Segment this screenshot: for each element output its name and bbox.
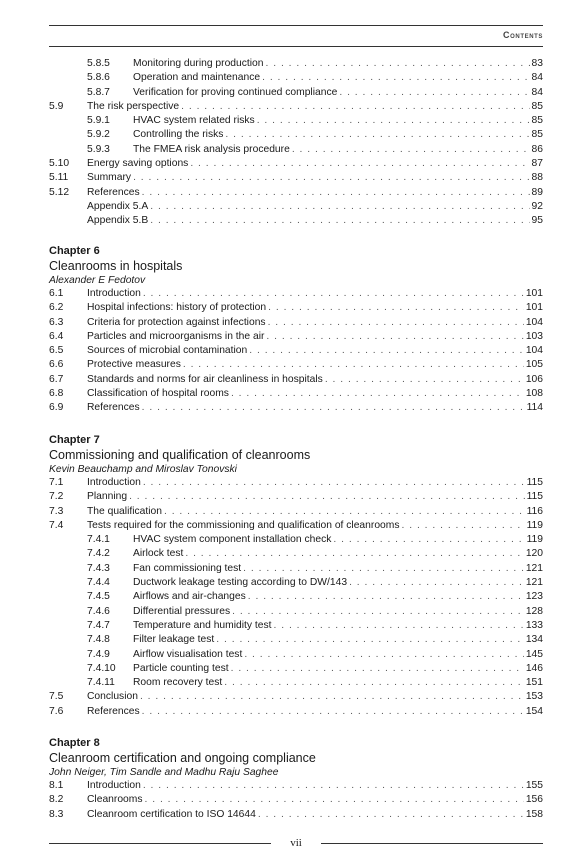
toc-entry-page: 158 (525, 808, 543, 820)
toc-entry-number: 5.8.6 (87, 72, 110, 84)
toc-entry (49, 533, 543, 547)
toc-entry (49, 186, 543, 200)
toc-entry (49, 301, 543, 315)
dot-leader (244, 648, 524, 662)
toc-entry (49, 200, 543, 214)
toc-entry-line (133, 590, 543, 604)
dot-leader (274, 619, 524, 633)
toc-entry-line (133, 57, 543, 71)
dot-leader (292, 143, 530, 157)
toc-entry-number: 6.9 (49, 402, 64, 414)
dot-leader (224, 676, 524, 690)
toc-entry-title: Cleanrooms (87, 794, 143, 806)
toc-entry-line (133, 143, 543, 157)
toc-block-chapter5-continued (49, 57, 543, 229)
dot-leader (325, 373, 524, 387)
toc-entry-number: 5.9.3 (87, 143, 110, 155)
dot-leader (145, 793, 524, 807)
toc-entry (49, 662, 543, 676)
toc-entry-title: Introduction (87, 780, 141, 791)
toc-entry-number: 7.4.9 (87, 648, 110, 660)
dot-leader (225, 128, 529, 142)
toc-entry-title: Monitoring during production (133, 58, 264, 69)
toc-entry-page: 89 (531, 186, 543, 198)
toc-entry-page: 119 (526, 534, 543, 546)
toc-entry-page: 85 (531, 100, 543, 112)
footer-rule-right (321, 843, 543, 844)
toc-entry-number: 7.4.3 (87, 562, 110, 574)
toc-entry-title: Particles and microorganisms in the air (87, 330, 265, 342)
dot-leader (142, 705, 524, 719)
toc-entry-title: Verification for proving continued compliance (133, 86, 338, 98)
toc-entry-page: 134 (525, 634, 543, 646)
toc-entry-number: 6.5 (49, 345, 64, 357)
toc-entry-line (87, 287, 543, 301)
toc-entry-line (87, 358, 543, 372)
toc-entry-page: 155 (525, 780, 543, 791)
toc-entry-page: 87 (531, 158, 543, 170)
dot-leader (243, 562, 524, 576)
toc-entry (49, 690, 543, 704)
toc-entry-page: 104 (525, 345, 543, 357)
toc-entry-title: The qualification (87, 505, 162, 517)
toc-entry-title: Fan commissioning test (133, 562, 242, 574)
toc-entry-title: Energy saving options (87, 158, 189, 170)
toc-entry-number: 5.9.1 (87, 115, 110, 127)
toc-entry-number: 5.9.2 (87, 129, 110, 141)
chapter-label: Chapter 7 (49, 434, 100, 446)
dot-leader (190, 157, 529, 171)
dot-leader (142, 186, 530, 200)
toc-entry-number: 7.4.6 (87, 605, 110, 617)
dot-leader (333, 533, 524, 547)
dot-leader (183, 358, 524, 372)
toc-entry-title: The FMEA risk analysis procedure (133, 143, 290, 155)
toc-entry-line (133, 633, 543, 647)
toc-entry-line (87, 476, 543, 490)
toc-entry-number: 5.9 (49, 100, 64, 112)
toc-entry-number: 5.8.5 (87, 58, 110, 69)
toc-entry-page: 156 (525, 794, 543, 806)
toc-entry-number: 8.2 (49, 794, 64, 806)
dot-leader (339, 86, 529, 100)
toc-entry (49, 287, 543, 301)
dot-leader (143, 476, 525, 490)
chapter-title: Cleanroom certification and ongoing compliance (49, 751, 316, 765)
dot-leader (402, 519, 525, 533)
toc-entry-page: 154 (525, 705, 543, 717)
dot-leader (349, 576, 524, 590)
toc-entry (49, 330, 543, 344)
dot-leader (248, 590, 524, 604)
toc-entry-page: 88 (531, 172, 543, 184)
header-top-rule (49, 25, 543, 26)
toc-entry-number: 7.6 (49, 705, 64, 717)
toc-entry-number: 7.4.10 (87, 662, 116, 674)
toc-entry-number: 6.8 (49, 388, 64, 400)
toc-entry (49, 605, 543, 619)
toc-entry-line (133, 648, 543, 662)
toc-entry-page: 101 (525, 302, 543, 314)
toc-entry (49, 171, 543, 185)
toc-entry-page: 101 (525, 288, 543, 299)
toc-entry-title: Introduction (87, 477, 141, 488)
toc-entry (49, 344, 543, 358)
toc-entry (49, 86, 543, 100)
chapter-authors: John Neiger, Tim Sandle and Madhu Raju Saghee (49, 767, 279, 778)
toc-entry-page: 104 (525, 316, 543, 328)
chapter-label: Chapter 6 (49, 245, 100, 257)
toc-block-chapter7 (49, 476, 543, 719)
chapter-title: Commissioning and qualification of cleanrooms (49, 448, 311, 462)
toc-entry (49, 316, 543, 330)
chapter-7 (49, 433, 543, 476)
chapter-8 (49, 736, 543, 779)
toc-entry-number: 7.1 (49, 477, 64, 488)
toc-entry-number: 5.12 (49, 186, 70, 198)
dot-leader (185, 547, 523, 561)
toc-entry (49, 214, 543, 228)
dot-leader (249, 344, 524, 358)
toc-entry-number: 6.7 (49, 373, 64, 385)
toc-entry (49, 576, 543, 590)
toc-entry-page: 146 (525, 662, 543, 674)
toc-entry-number: 5.11 (49, 172, 69, 184)
toc-entry-page: 103 (525, 330, 543, 342)
toc-entry (49, 490, 543, 504)
toc-entry-page: 145 (525, 648, 543, 660)
toc-entry (49, 547, 543, 561)
toc-entry-title: References (87, 186, 140, 198)
dot-leader (266, 57, 530, 71)
toc-entry (49, 676, 543, 690)
toc-entry (49, 619, 543, 633)
toc-entry-line (87, 301, 543, 315)
running-header: Contents (503, 30, 543, 40)
toc-entry-title: Planning (87, 491, 128, 503)
toc-entry-title: Airflows and air-changes (133, 591, 246, 603)
toc-entry-page: 116 (526, 505, 543, 517)
toc-entry-page: 106 (525, 373, 543, 385)
toc-entry (49, 157, 543, 171)
toc-entry (49, 779, 543, 793)
toc-entry-title: Ductwork leakage testing according to DW/143 (133, 577, 348, 589)
toc-entry-line (87, 214, 543, 228)
chapter-authors: Alexander E Fedotov (49, 275, 146, 286)
page-folio: vii (290, 837, 302, 849)
toc-entry-line (87, 705, 543, 719)
toc-entry-line (87, 387, 543, 401)
chapter-title: Cleanrooms in hospitals (49, 259, 183, 273)
toc-entry-page: 128 (525, 605, 543, 617)
toc-entry-title: Operation and maintenance (133, 72, 261, 84)
toc-entry-title: References (87, 705, 140, 717)
toc-entry-line (87, 344, 543, 358)
toc-entry-page: 92 (531, 200, 543, 212)
toc-entry-title: Classification of hospital rooms (87, 388, 229, 400)
toc-entry (49, 373, 543, 387)
toc-entry-title: Airflow visualisation test (133, 648, 243, 660)
toc-entry-page: 133 (525, 619, 543, 631)
toc-entry-line (87, 401, 543, 415)
toc-entry-page: 121 (525, 577, 543, 589)
toc-entry-page: 86 (531, 143, 543, 155)
toc-entry-number: 6.6 (49, 359, 64, 371)
dot-leader (231, 662, 524, 676)
toc-entry-title: Conclusion (87, 691, 138, 703)
toc-entry-title: Temperature and humidity test (133, 619, 272, 631)
dot-leader (129, 490, 525, 504)
dot-leader (258, 808, 524, 822)
toc-entry-number: 7.4.5 (87, 591, 110, 603)
toc-entry-line (133, 533, 543, 547)
toc-entry (49, 793, 543, 807)
dot-leader (266, 330, 523, 344)
toc-entry-title: Airlock test (133, 548, 184, 560)
footer-rule-left (49, 843, 271, 844)
toc-entry (49, 114, 543, 128)
toc-entry-number: 6.2 (49, 302, 64, 314)
toc-entry-title: Hospital infections: history of protection (87, 302, 267, 314)
dot-leader (262, 71, 529, 85)
toc-entry-line (133, 71, 543, 85)
toc-entry-number: 7.2 (49, 491, 64, 503)
toc-entry-page: 115 (526, 477, 543, 488)
toc-entry-line (87, 793, 543, 807)
toc-entry-page: 123 (525, 591, 543, 603)
toc-entry (49, 633, 543, 647)
toc-entry-title: References (87, 402, 140, 414)
toc-entry-line (87, 200, 543, 214)
toc-entry-title: Room recovery test (133, 677, 223, 689)
toc-block-chapter6 (49, 287, 543, 416)
dot-leader (268, 301, 524, 315)
toc-entry-page: 119 (526, 519, 543, 531)
dot-leader (140, 690, 524, 704)
toc-entry-page: 95 (531, 215, 543, 227)
toc-entry-page: 108 (525, 388, 543, 400)
toc-entry-number: 6.1 (49, 288, 64, 299)
toc-entry-page: 121 (525, 562, 543, 574)
toc-entry-page: 84 (531, 72, 543, 84)
toc-entry (49, 143, 543, 157)
toc-entry (49, 808, 543, 822)
header-bottom-rule (49, 46, 543, 47)
toc-entry-number: 7.4.11 (87, 677, 115, 689)
chapter-label: Chapter 8 (49, 737, 100, 749)
toc-entry (49, 71, 543, 85)
toc-entry-number: 7.5 (49, 691, 64, 703)
toc-entry-title: Protective measures (87, 359, 181, 371)
toc-entry-line (87, 186, 543, 200)
dot-leader (133, 171, 529, 185)
dot-leader (142, 401, 525, 415)
toc-entry-line (133, 662, 543, 676)
toc-entry-number: 5.10 (49, 158, 70, 170)
toc-entry-line (87, 171, 543, 185)
toc-entry-line (87, 505, 543, 519)
toc-entry-line (87, 519, 543, 533)
dot-leader (231, 387, 524, 401)
toc-entry (49, 100, 543, 114)
toc-entry-page: 120 (525, 548, 543, 560)
toc-entry-title: Particle counting test (133, 662, 229, 674)
toc-entry (49, 590, 543, 604)
toc-entry (49, 387, 543, 401)
dot-leader (181, 100, 529, 114)
toc-entry-line (133, 619, 543, 633)
toc-entry-title: Controlling the risks (133, 129, 224, 141)
toc-entry (49, 648, 543, 662)
toc-entry-title: Introduction (87, 288, 141, 299)
toc-entry-number: 7.4.4 (87, 577, 110, 589)
toc-entry-number: 7.4.1 (87, 534, 110, 546)
toc-entry-title: Cleanroom certification to ISO 14644 (87, 808, 256, 820)
toc-entry-number: 6.3 (49, 316, 64, 328)
toc-entry (49, 57, 543, 71)
toc-entry-title: Differential pressures (133, 605, 231, 617)
toc-entry-line (87, 690, 543, 704)
toc-entry-line (133, 547, 543, 561)
toc-entry-line (87, 157, 543, 171)
toc-entry-page: 83 (531, 58, 543, 69)
toc-entry-title: HVAC system related risks (133, 115, 255, 127)
toc-entry-number: 7.4.7 (87, 619, 110, 631)
toc-entry-page: 115 (526, 491, 543, 503)
toc-entry-number: 5.8.7 (87, 86, 110, 98)
toc-entry (49, 505, 543, 519)
toc-entry-line (133, 86, 543, 100)
dot-leader (143, 779, 524, 793)
toc-entry-line (133, 562, 543, 576)
chapter-authors: Kevin Beauchamp and Miroslav Tonovski (49, 464, 237, 475)
dot-leader (268, 316, 524, 330)
toc-entry-number: 7.4.8 (87, 634, 110, 646)
toc-entry-line (87, 100, 543, 114)
toc-entry-title: Filter leakage test (133, 634, 215, 646)
dot-leader (143, 287, 524, 301)
toc-entry-title: Appendix 5.B (87, 215, 149, 227)
toc-block-chapter8 (49, 779, 543, 822)
toc-entry-line (133, 676, 543, 690)
toc-entry (49, 705, 543, 719)
toc-entry-title: Tests required for the commissioning and qualification of cleanrooms (87, 519, 400, 531)
toc-entry-line (133, 114, 543, 128)
dot-leader (164, 505, 525, 519)
toc-entry-number: 8.1 (49, 780, 64, 791)
toc-entry-page: 153 (525, 691, 543, 703)
dot-leader (150, 200, 529, 214)
toc-entry-title: Summary (87, 172, 132, 184)
toc-entry-title: Standards and norms for air cleanliness in hospitals (87, 373, 323, 385)
toc-entry-page: 151 (525, 677, 543, 689)
chapter-6 (49, 244, 543, 287)
toc-entry-title: Criteria for protection against infections (87, 316, 266, 328)
toc-entry-line (133, 576, 543, 590)
toc-entry-page: 105 (525, 359, 543, 371)
toc-entry-line (87, 808, 543, 822)
toc-entry-title: Sources of microbial contamination (87, 345, 248, 357)
toc-entry (49, 476, 543, 490)
toc-entry-number: 8.3 (49, 808, 64, 820)
toc-entry-line (87, 779, 543, 793)
toc-entry (49, 401, 543, 415)
page-footer (49, 836, 543, 850)
toc-entry-page: 114 (526, 402, 543, 414)
toc-entry-line (133, 128, 543, 142)
toc-entry (49, 562, 543, 576)
dot-leader (257, 114, 530, 128)
toc-entry-line (87, 330, 543, 344)
toc-entry (49, 358, 543, 372)
toc-entry-title: Appendix 5.A (87, 200, 149, 212)
toc-entry-title: The risk perspective (87, 100, 180, 112)
toc-entry-number: 6.4 (49, 330, 64, 342)
toc-entry-page: 84 (531, 86, 543, 98)
dot-leader (216, 633, 524, 647)
toc-entry-line (87, 373, 543, 387)
toc-entry-line (87, 316, 543, 330)
toc-entry (49, 519, 543, 533)
toc-entry-number: 7.3 (49, 505, 64, 517)
toc-entry-page: 85 (531, 115, 543, 127)
toc-entry-line (87, 490, 543, 504)
toc-entry (49, 128, 543, 142)
toc-entry-line (133, 605, 543, 619)
dot-leader (150, 214, 529, 228)
toc-entry-title: HVAC system component installation check (133, 534, 332, 546)
toc-entry-number: 7.4 (49, 519, 64, 531)
dot-leader (232, 605, 524, 619)
toc-entry-page: 85 (531, 129, 543, 141)
toc-entry-number: 7.4.2 (87, 548, 110, 560)
